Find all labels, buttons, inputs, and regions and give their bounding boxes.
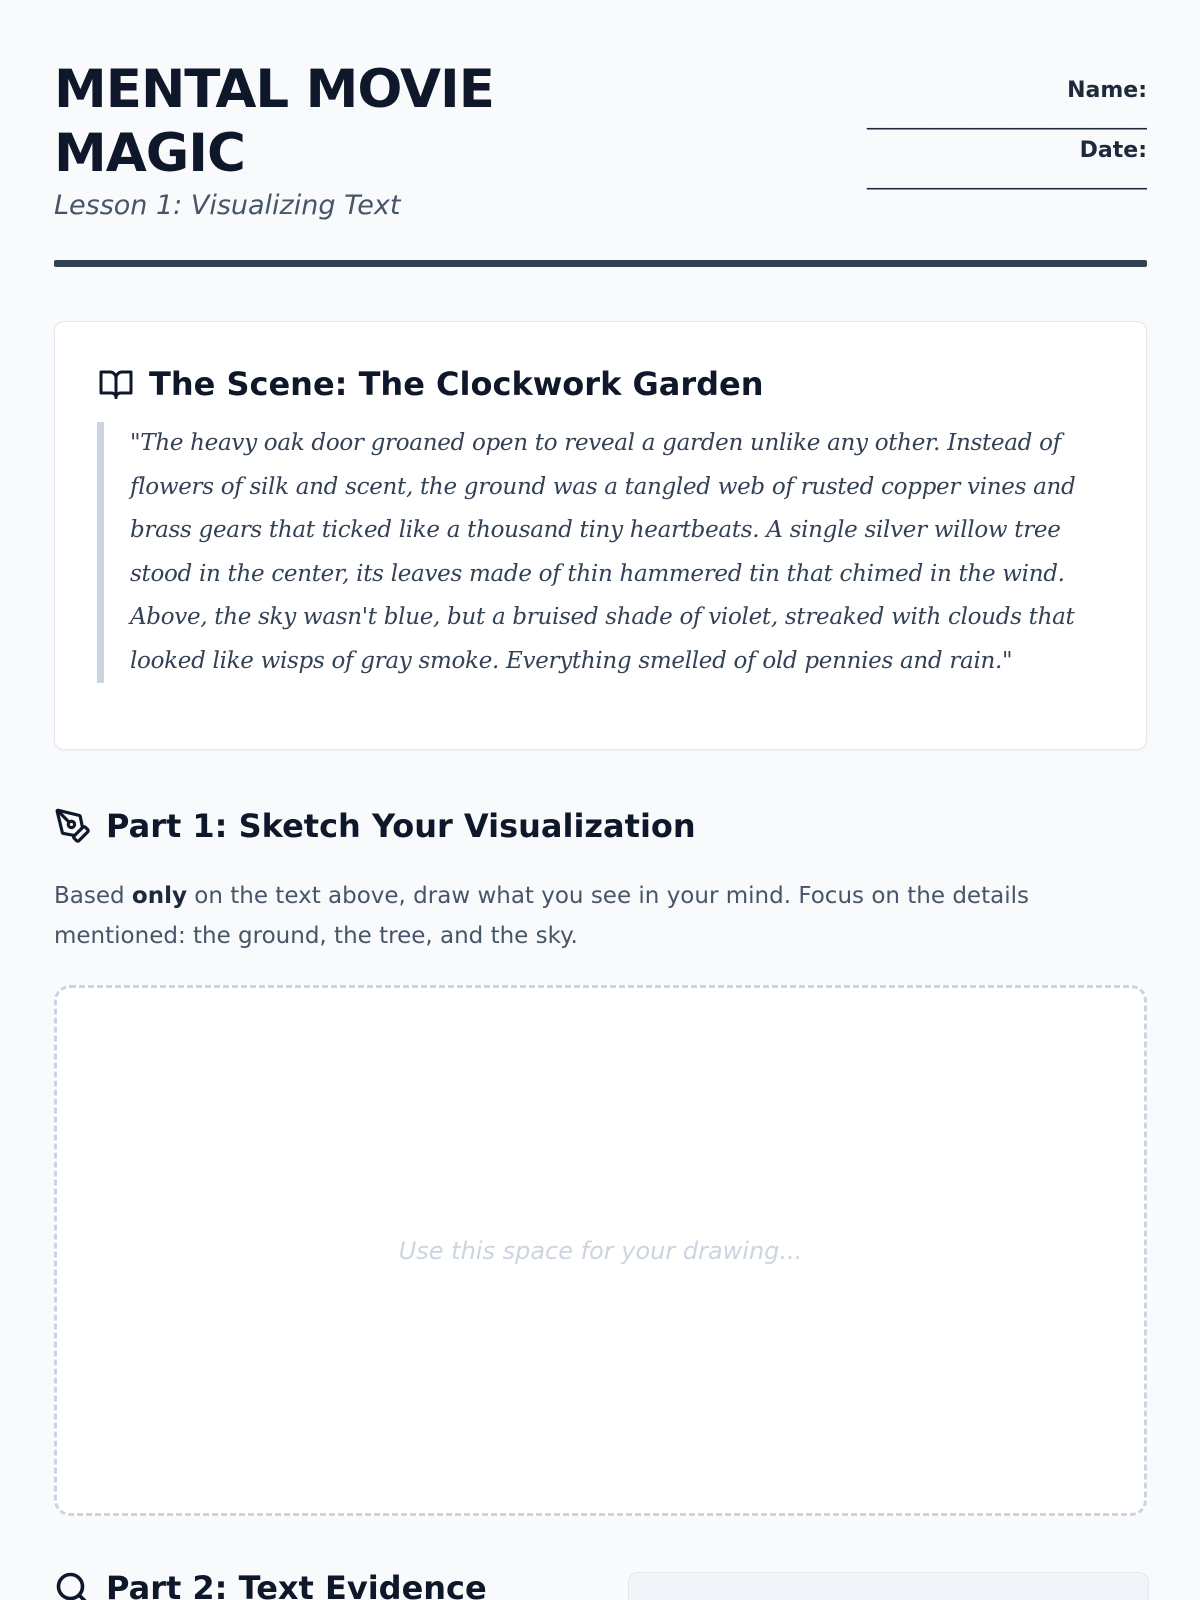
scene-passage: "The heavy oak door groaned open to reveal a garden unlike any other. Instead of flowers of silk and scent, the ground was a tangled web of rusted copper vines and brass gears that ticked like a thousand tiny heartbeats. A single silver willow tree stood in the center, its leaves made of thin hammered tin that chimed in the wind. Above, the sky wasn't blue, but a bruised shade of violet, streaked with clouds that looked like wisps of gray smoke. Everything smelled of old pennies and rain.": [97, 422, 1107, 683]
instructions-text-end: on the text above, draw what you see in your mind. Focus on the details mentioned: the ground, the tree, and the sky.: [54, 883, 1029, 949]
drawing-placeholder: Use this space for your drawing...: [398, 1236, 803, 1265]
part2-heading: [54, 1568, 487, 1600]
date-label: Date:: [1079, 138, 1147, 163]
part1-title: Part 1: Sketch Your Visualization: [106, 807, 696, 845]
evidence-box[interactable]: [628, 1572, 1149, 1600]
name-field-line[interactable]: ____________________________: [867, 106, 1147, 130]
part1-heading: [54, 806, 696, 846]
scene-title: The Scene: The Clockwork Garden: [149, 365, 764, 403]
instructions-text-start: Based: [54, 883, 132, 909]
open-book-icon: [97, 366, 135, 402]
part2-title: Part 2: Text Evidence: [106, 1569, 487, 1600]
drawing-area[interactable]: [54, 985, 1147, 1516]
search-icon: [54, 1570, 90, 1600]
scene-heading: [97, 364, 764, 404]
pen-tool-icon: [54, 807, 92, 845]
worksheet-title: MENTAL MOVIE MAGIC: [54, 59, 494, 184]
date-field-line[interactable]: ____________________________: [867, 166, 1147, 190]
name-label: Name:: [1067, 78, 1147, 103]
instructions-emphasis: only: [131, 883, 187, 909]
worksheet-page: [54, 0, 1147, 1600]
header-divider: [54, 260, 1147, 267]
student-info: [767, 76, 1147, 190]
part1-instructions: [54, 876, 1147, 956]
lesson-subtitle: Lesson 1: Visualizing Text: [54, 190, 401, 221]
scene-card: [54, 321, 1147, 750]
